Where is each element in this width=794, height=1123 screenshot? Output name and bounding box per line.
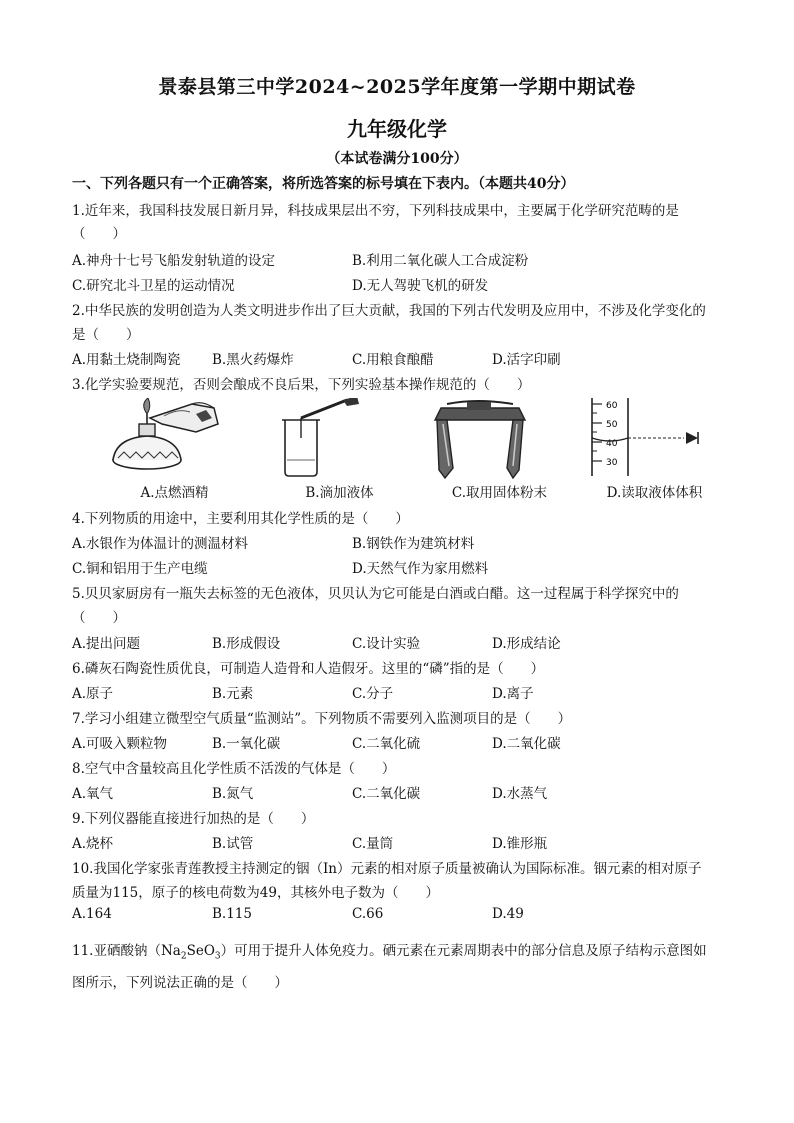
q11-suffix: ）可用于提升人体免疫力。硒元素在元素周期表中的部分信息及原子结构示意图如 [220, 943, 707, 959]
question-10-stem-cont: 质量为115，原子的核电荷数为49，其核外电子数为（ ） [72, 885, 439, 901]
option-a[interactable]: A.可吸入颗粒物 [72, 736, 168, 752]
option-a[interactable]: A.氧气 [72, 786, 114, 802]
option-d[interactable]: D.离子 [492, 686, 534, 702]
figure-c-caption: C.取用固体粉末 [451, 485, 548, 501]
question-9-stem: 9.下列仪器能直接进行加热的是（ ） [72, 811, 315, 827]
figure-c[interactable] [417, 398, 582, 501]
option-c[interactable]: C.分子 [352, 686, 394, 702]
test-tube-powder-icon [417, 398, 562, 480]
option-d[interactable]: D.锥形瓶 [492, 836, 548, 852]
option-b[interactable]: B.形成假设 [212, 636, 281, 652]
option-c[interactable]: C.用粮食酿醋 [352, 352, 434, 368]
q11-sub-3: 3 [214, 951, 221, 962]
graduated-cylinder-icon [572, 398, 732, 480]
question-8-stem: 8.空气中含量较高且化学性质不活泼的气体是（ ） [72, 761, 396, 777]
option-c[interactable]: C.二氧化碳 [352, 786, 421, 802]
figure-d[interactable] [572, 398, 737, 501]
tick-50: 50 [606, 420, 618, 430]
subject-title: 九年级化学 [347, 117, 447, 141]
option-b[interactable]: B.一氧化碳 [212, 736, 281, 752]
figure-d-caption: D.读取液体体积 [606, 485, 703, 501]
option-b[interactable]: B.115 [212, 906, 252, 922]
option-d[interactable]: D.形成结论 [492, 636, 561, 652]
option-d[interactable]: D.天然气作为家用燃料 [352, 561, 489, 577]
option-c[interactable]: C.铜和铝用于生产电缆 [72, 561, 208, 577]
question-4-stem: 4.下列物质的用途中，主要利用其化学性质的是（ ） [72, 511, 409, 527]
option-b[interactable]: B.氮气 [212, 786, 254, 802]
option-a[interactable]: A.烧杯 [72, 836, 114, 852]
option-a[interactable]: A.164 [72, 906, 112, 922]
option-b[interactable]: B.钢铁作为建筑材料 [352, 536, 475, 552]
option-d[interactable]: D.49 [492, 906, 524, 922]
question-1-stem: 1.近年来，我国科技发展日新月异，科技成果层出不穷，下列科技成果中，主要属于化学研究范畴的是 [72, 203, 679, 219]
exam-title: 景泰县第三中学2024~2025学年度第一学期中期试卷 [158, 76, 636, 98]
option-b[interactable]: B.利用二氧化碳人工合成淀粉 [352, 253, 529, 269]
option-a[interactable]: A.水银作为体温计的测温材料 [72, 536, 249, 552]
question-10-stem: 10.我国化学家张青莲教授主持测定的铟（In）元素的相对原子质量被确认为国际标准。铟元素的相对原子 [72, 861, 702, 877]
figure-a[interactable] [92, 398, 257, 501]
figure-b-caption: B.滴加液体 [305, 485, 374, 501]
alcohol-lamp-icon [92, 398, 237, 480]
tick-60: 60 [606, 401, 618, 411]
dropper-beaker-icon [257, 398, 402, 480]
option-a[interactable]: A.神舟十七号飞船发射轨道的设定 [72, 253, 276, 269]
option-c[interactable]: C.二氧化硫 [352, 736, 421, 752]
option-d[interactable]: D.水蒸气 [492, 786, 548, 802]
q11-sub-2: 2 [180, 951, 187, 962]
question-2-stem: 2.中华民族的发明创造为人类文明进步作出了巨大贡献，我国的下列古代发明及应用中，不涉及化学变化的 [72, 303, 706, 319]
figure-b[interactable] [257, 398, 422, 501]
option-b[interactable]: B.黑火药爆炸 [212, 352, 294, 368]
question-2-stem-cont: 是（ ） [72, 327, 140, 343]
option-c[interactable]: C.66 [352, 906, 384, 922]
question-3-figures [72, 398, 732, 501]
figure-a-caption: A.点燃酒精 [140, 485, 209, 501]
question-5-stem-cont: （ ） [72, 610, 126, 626]
option-d[interactable]: D.无人驾驶飞机的研发 [352, 278, 489, 294]
option-c[interactable]: C.设计实验 [352, 636, 421, 652]
option-d[interactable]: D.二氧化碳 [492, 736, 561, 752]
option-b[interactable]: B.元素 [212, 686, 254, 702]
q11-mid: SeO [186, 943, 215, 959]
option-a[interactable]: A.提出问题 [72, 636, 141, 652]
option-d[interactable]: D.活字印刷 [492, 352, 561, 368]
question-7-stem: 7.学习小组建立微型空气质量“监测站”。下列物质不需要列入监测项目的是（ ） [72, 711, 572, 727]
option-a[interactable]: A.原子 [72, 686, 114, 702]
option-c[interactable]: C.量筒 [352, 836, 394, 852]
question-5-stem: 5.贝贝家厨房有一瓶失去标签的无色液体，贝贝认为它可能是白酒或白醋。这一过程属于科学探究中的 [72, 586, 679, 602]
question-1-stem-cont: （ ） [72, 226, 126, 242]
tick-40: 40 [606, 439, 618, 449]
score-note: （本试卷满分100分） [326, 151, 468, 167]
option-b[interactable]: B.试管 [212, 836, 254, 852]
option-a[interactable]: A.用黏土烧制陶瓷 [72, 352, 181, 368]
question-3-stem: 3.化学实验要规范，否则会酿成不良后果，下列实验基本操作规范的（ ） [72, 377, 531, 393]
q11-prefix: 11.亚硒酸钠（Na [72, 943, 181, 959]
section-heading: 一、下列各题只有一个正确答案，将所选答案的标号填在下表内。（本题共40分） [72, 176, 575, 192]
tick-30: 30 [606, 458, 618, 468]
question-6-stem: 6.磷灰石陶瓷性质优良，可制造人造骨和人造假牙。这里的“磷”指的是（ ） [72, 661, 545, 677]
question-11-stem-cont: 图所示，下列说法正确的是（ ） [72, 975, 288, 991]
question-11-stem [72, 939, 707, 962]
option-c[interactable]: C.研究北斗卫星的运动情况 [72, 278, 235, 294]
